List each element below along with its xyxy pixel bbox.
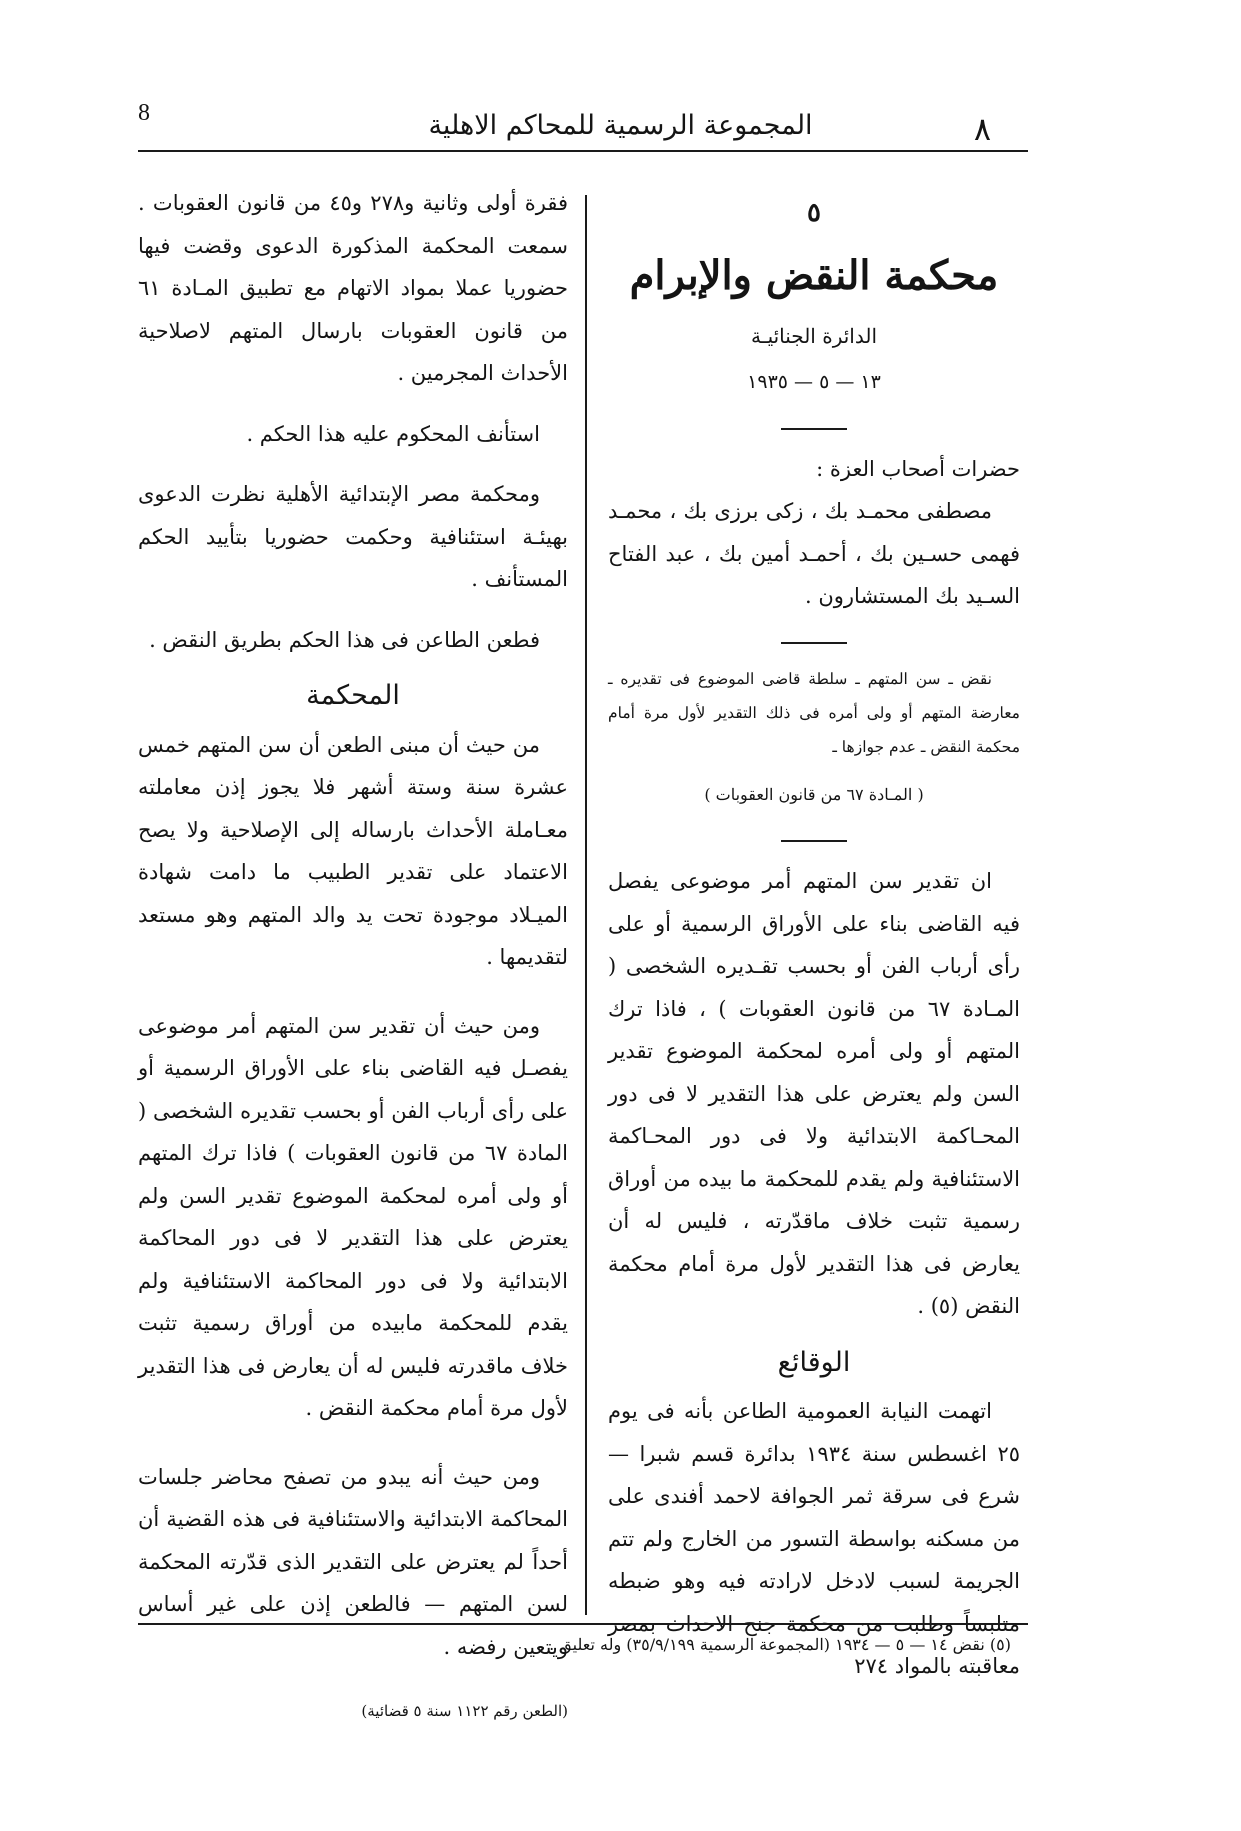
facts-paragraph: اتهمت النيابة العمومية الطاعن بأنه فى يوم ٢٥ اغسطس سنة ١٩٣٤ بدائرة قسم شبرا — شرع فى سرقة ثمر الجوافة لاحمد أفندى على من مسكنه بواسطة التسور من الخارج ولم تتم الجريمة لسبب لادخل لارادته فيه وهو ضبطه متلبساً وطلبت من محكمة جنح الاحداث بمصر معاقبته بالمواد ٢٧٤	[608, 1399, 1020, 1678]
separator-rule	[781, 840, 847, 842]
page-number-latin: 8	[138, 100, 150, 126]
chamber-name: الدائرة الجنائيـة	[750, 323, 877, 348]
judgment-date: ١٣ — ٥ — ١٩٣٥	[747, 371, 881, 393]
reasoning-paragraph: ومن حيث أنه يبدو من تصفح محاضر جلسات المحاكمة الابتدائية والاستئنافية فى هذه القضية أن أحداً لم يعترض على التقدير الذى قدّرته المحكمة لسن المتهم — فالطعن إذن على غير أساس ويتعين رفضه .	[138, 1464, 568, 1659]
column-divider	[585, 195, 587, 1615]
headnote: نقض ـ سن المتهم ـ سلطة قاضى الموضوع فى تقديره ـ معارضة المتهم أو ولى أمره فى ذلك التقدير لأول مرة أمام محكمة النقض ـ عدم جوازها ـ	[608, 669, 1020, 756]
court-name: محكمة النقض والإبرام	[629, 251, 999, 299]
cassation-paragraph: فطعن الطاعن فى هذا الحكم بطريق النقض .	[149, 627, 540, 652]
legal-principle: ان تقدير سن المتهم أمر موضوعى يفصل فيه القاضى بناء على الأوراق الرسمية أو على رأى أرباب الفن أو بحسب تقـديره الشخصى ( المـادة ٦٧ من قانون العقوبات ) ، فاذا ترك المتهم أو ولى أمره لمحكمة الموضوع تقدير السن ولم يعترض على هذا التقدير لا فى دور المحـاكمة الابتدائية ولا فى دور المحـاكمة الاستئنافية ولم يقدم للمحكمة ما بيده من أوراق رسمية تثبت خلاف ماقدّرته ، فليس له أن يعارض فى هذا التقدير لأول مرة أمام محكمة النقض (٥) .	[608, 869, 1020, 1318]
court-heading: المحكمة	[306, 680, 400, 711]
facts-continued: فقرة أولى وثانية و٢٧٨ و٤٥ من قانون العقوبات . سمعت المحكمة المذكورة الدعوى وقضت فيها حضوريا عملا بمواد الاتهام مع تطبيق المـادة ٦١ من قانون العقوبات بارسال المتهم لاصلاحية الأحداث المجرمين .	[138, 191, 568, 385]
running-title: المجموعة الرسمية للمحاكم الاهلية	[428, 110, 813, 141]
appeal-court-paragraph: ومحكمة مصر الإبتدائية الأهلية نظرت الدعوى بهيئـة استئنافية وحكمت حضوريا بتأييد الحكم المستأنف .	[138, 482, 568, 591]
right-column	[608, 182, 1020, 1688]
footnote: (٥) نقض ١٤ — ٥ — ١٩٣٤ (المجموعة الرسمية ٣٥/٩/١٩٩) وله تعليق .	[549, 1635, 1011, 1654]
article-reference: ( المـادة ٦٧ من قانون العقوبات )	[704, 784, 924, 804]
facts-heading: الوقائع	[777, 1346, 851, 1378]
left-column	[138, 182, 568, 1733]
case-citation: (الطعن رقم ١١٢٢ سنة ٥ قضائية)	[361, 1702, 568, 1720]
page-number-arabic: ٨	[973, 110, 991, 148]
judges-list: مصطفى محمـد بك ، زكى برزى بك ، محمـد فهمى حسـين بك ، أحمـد أمين بك ، عبد الفتاح السـيد بك المستشارون .	[608, 499, 1020, 608]
header-rule	[138, 150, 1028, 152]
separator-rule	[781, 642, 847, 644]
case-number: ٥	[807, 198, 821, 228]
reasoning-paragraph: ومن حيث أن تقدير سن المتهم أمر موضوعى يفصـل فيه القاضى بناء على الأوراق الرسمية أو على رأى أرباب الفن أو بحسب تقديره الشخصى ( المادة ٦٧ من قانون العقوبات ) فاذا ترك المتهم أو ولى أمره لمحكمة الموضوع تقدير السن ولم يعترض على هذا التقدير لا فى دور المحاكمة الابتدائية ولا فى دور المحاكمة الاستئنافية ولم يقدم للمحكمة مابيده من أوراق رسمية تثبت خلاف ماقدرته فليس له أن يعارض فى هذا التقدير لأول مرة أمام محكمة النقض .	[138, 1013, 568, 1420]
reasoning-paragraph: من حيث أن مبنى الطعن أن سن المتهم خمس عشرة سنة وستة أشهر فلا يجوز إذن معاملته معـاملة الأحداث بارساله إلى الإصلاحية ولا يصح الاعتماد على تقدير الطبيب ما دامت شهادة الميـلاد موجودة تحت يد والد المتهم وهو مستعد لتقديمها .	[138, 732, 568, 969]
separator-rule	[781, 428, 847, 430]
judges-intro: حضرات أصحاب العزة :	[816, 456, 1020, 481]
appeal-paragraph: استأنف المحكوم عليه هذا الحكم .	[246, 421, 540, 446]
footnote-rule	[138, 1623, 1028, 1625]
